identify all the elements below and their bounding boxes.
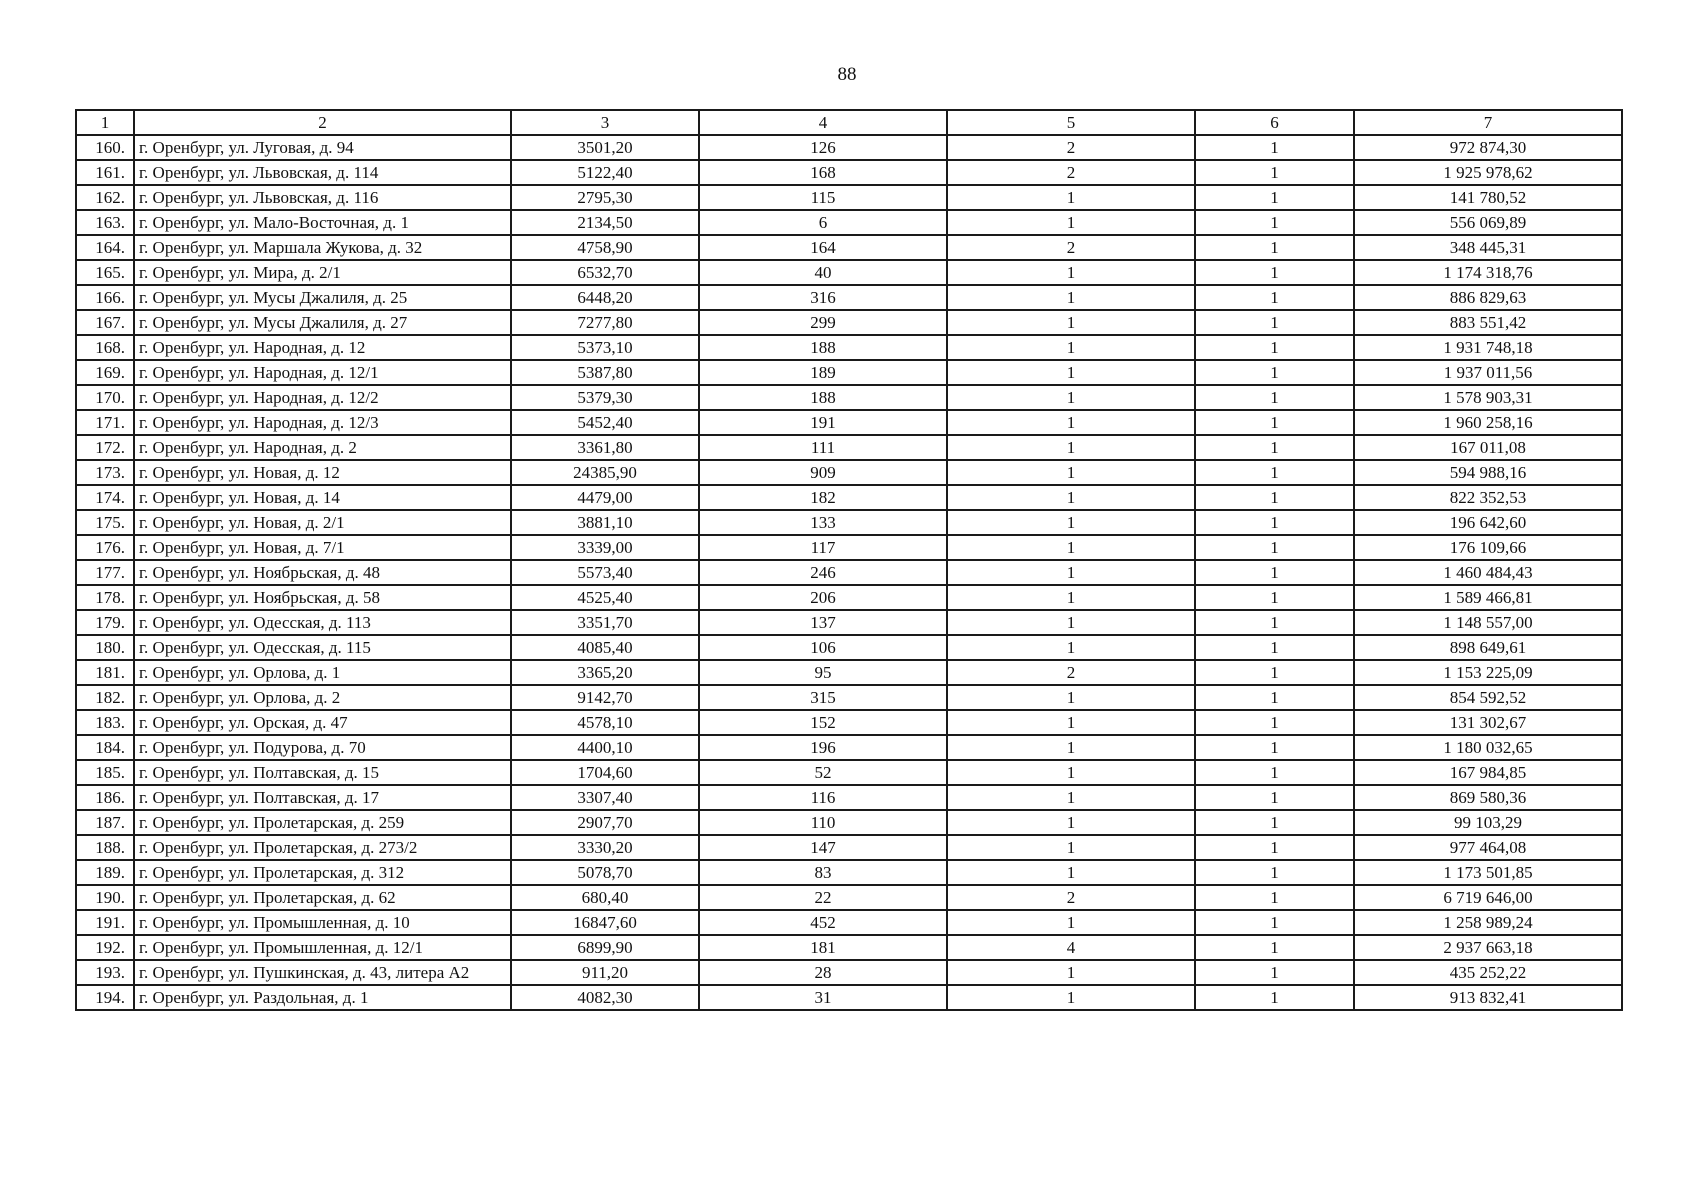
table-row [76,935,1622,960]
address-cell: г. Оренбург, ул. Орлова, д. 2 [134,685,511,710]
count-cell: 117 [699,535,947,560]
area-cell: 2134,50 [511,210,699,235]
address-cell: г. Оренбург, ул. Орская, д. 47 [134,710,511,735]
amount-cell: 556 069,89 [1354,210,1622,235]
table-row [76,260,1622,285]
amount-cell: 348 445,31 [1354,235,1622,260]
address-cell: г. Оренбург, ул. Ноябрьская, д. 58 [134,585,511,610]
table-row [76,235,1622,260]
row-number: 166. [76,285,134,310]
page-number: 88 [837,64,857,85]
table-body [76,135,1622,1010]
amount-cell: 131 302,67 [1354,710,1622,735]
table-row [76,385,1622,410]
address-cell: г. Оренбург, ул. Львовская, д. 116 [134,185,511,210]
count-cell: 196 [699,735,947,760]
address-cell: г. Оренбург, ул. Новая, д. 2/1 [134,510,511,535]
table-row [76,785,1622,810]
amount-cell: 972 874,30 [1354,135,1622,160]
housing-register-table [75,109,1623,1011]
amount-cell: 1 258 989,24 [1354,910,1622,935]
area-cell: 5373,10 [511,335,699,360]
count-cell: 181 [699,935,947,960]
value5-cell: 2 [947,235,1195,260]
value6-cell: 1 [1195,385,1354,410]
address-cell: г. Оренбург, ул. Новая, д. 14 [134,485,511,510]
value5-cell: 1 [947,410,1195,435]
value5-cell: 1 [947,810,1195,835]
address-cell: г. Оренбург, ул. Народная, д. 12/1 [134,360,511,385]
address-cell: г. Оренбург, ул. Одесская, д. 115 [134,635,511,660]
value6-cell: 1 [1195,960,1354,985]
value5-cell: 1 [947,560,1195,585]
row-number: 173. [76,460,134,485]
table-row [76,735,1622,760]
value6-cell: 1 [1195,910,1354,935]
row-number: 190. [76,885,134,910]
address-cell: г. Оренбург, ул. Полтавская, д. 17 [134,785,511,810]
address-cell: г. Оренбург, ул. Мира, д. 2/1 [134,260,511,285]
row-number: 167. [76,310,134,335]
value5-cell: 1 [947,785,1195,810]
table-row [76,410,1622,435]
value5-cell: 1 [947,510,1195,535]
count-cell: 115 [699,185,947,210]
address-cell: г. Оренбург, ул. Луговая, д. 94 [134,135,511,160]
value5-cell: 1 [947,435,1195,460]
area-cell: 3361,80 [511,435,699,460]
value5-cell: 1 [947,710,1195,735]
count-cell: 315 [699,685,947,710]
area-cell: 5078,70 [511,860,699,885]
table-row [76,960,1622,985]
column-header: 5 [947,110,1195,135]
value5-cell: 1 [947,960,1195,985]
address-cell: г. Оренбург, ул. Ноябрьская, д. 48 [134,560,511,585]
area-cell: 3307,40 [511,785,699,810]
column-header: 2 [134,110,511,135]
area-cell: 4578,10 [511,710,699,735]
value6-cell: 1 [1195,585,1354,610]
row-number: 172. [76,435,134,460]
value6-cell: 1 [1195,560,1354,585]
amount-cell: 913 832,41 [1354,985,1622,1010]
count-cell: 147 [699,835,947,860]
count-cell: 206 [699,585,947,610]
amount-cell: 1 174 318,76 [1354,260,1622,285]
address-cell: г. Оренбург, ул. Пролетарская, д. 62 [134,885,511,910]
row-number: 177. [76,560,134,585]
value6-cell: 1 [1195,835,1354,860]
row-number: 175. [76,510,134,535]
address-cell: г. Оренбург, ул. Подурова, д. 70 [134,735,511,760]
area-cell: 6532,70 [511,260,699,285]
area-cell: 7277,80 [511,310,699,335]
amount-cell: 886 829,63 [1354,285,1622,310]
value6-cell: 1 [1195,260,1354,285]
value5-cell: 1 [947,860,1195,885]
area-cell: 680,40 [511,885,699,910]
address-cell: г. Оренбург, ул. Маршала Жукова, д. 32 [134,235,511,260]
row-number: 194. [76,985,134,1010]
amount-cell: 1 153 225,09 [1354,660,1622,685]
value6-cell: 1 [1195,510,1354,535]
value6-cell: 1 [1195,285,1354,310]
row-number: 192. [76,935,134,960]
count-cell: 111 [699,435,947,460]
table-row [76,460,1622,485]
value5-cell: 2 [947,660,1195,685]
address-cell: г. Оренбург, ул. Львовская, д. 114 [134,160,511,185]
value6-cell: 1 [1195,785,1354,810]
table-row [76,560,1622,585]
amount-cell: 1 925 978,62 [1354,160,1622,185]
row-number: 169. [76,360,134,385]
area-cell: 1704,60 [511,760,699,785]
address-cell: г. Оренбург, ул. Новая, д. 12 [134,460,511,485]
value6-cell: 1 [1195,460,1354,485]
amount-cell: 1 173 501,85 [1354,860,1622,885]
count-cell: 83 [699,860,947,885]
value5-cell: 1 [947,285,1195,310]
address-cell: г. Оренбург, ул. Одесская, д. 113 [134,610,511,635]
row-number: 163. [76,210,134,235]
value6-cell: 1 [1195,210,1354,235]
count-cell: 116 [699,785,947,810]
table-row [76,760,1622,785]
area-cell: 3365,20 [511,660,699,685]
amount-cell: 196 642,60 [1354,510,1622,535]
amount-cell: 141 780,52 [1354,185,1622,210]
address-cell: г. Оренбург, ул. Мало-Восточная, д. 1 [134,210,511,235]
column-header: 3 [511,110,699,135]
address-cell: г. Оренбург, ул. Полтавская, д. 15 [134,760,511,785]
value6-cell: 1 [1195,685,1354,710]
address-cell: г. Оренбург, ул. Пушкинская, д. 43, литера А2 [134,960,511,985]
table-row [76,985,1622,1010]
amount-cell: 1 589 466,81 [1354,585,1622,610]
row-number: 187. [76,810,134,835]
value6-cell: 1 [1195,435,1354,460]
value6-cell: 1 [1195,135,1354,160]
value6-cell: 1 [1195,860,1354,885]
value5-cell: 1 [947,385,1195,410]
address-cell: г. Оренбург, ул. Народная, д. 12/3 [134,410,511,435]
amount-cell: 1 578 903,31 [1354,385,1622,410]
value5-cell: 1 [947,210,1195,235]
table-row [76,335,1622,360]
area-cell: 6899,90 [511,935,699,960]
value5-cell: 4 [947,935,1195,960]
value6-cell: 1 [1195,335,1354,360]
amount-cell: 1 937 011,56 [1354,360,1622,385]
table-row [76,310,1622,335]
value5-cell: 1 [947,910,1195,935]
amount-cell: 1 180 032,65 [1354,735,1622,760]
count-cell: 28 [699,960,947,985]
row-number: 162. [76,185,134,210]
address-cell: г. Оренбург, ул. Орлова, д. 1 [134,660,511,685]
amount-cell: 99 103,29 [1354,810,1622,835]
area-cell: 16847,60 [511,910,699,935]
value6-cell: 1 [1195,710,1354,735]
table-row [76,285,1622,310]
value5-cell: 1 [947,360,1195,385]
value6-cell: 1 [1195,760,1354,785]
table-row [76,535,1622,560]
value6-cell: 1 [1195,810,1354,835]
row-number: 178. [76,585,134,610]
address-cell: г. Оренбург, ул. Пролетарская, д. 312 [134,860,511,885]
address-cell: г. Оренбург, ул. Мусы Джалиля, д. 25 [134,285,511,310]
value5-cell: 1 [947,635,1195,660]
count-cell: 182 [699,485,947,510]
area-cell: 3339,00 [511,535,699,560]
row-number: 168. [76,335,134,360]
table-row [76,910,1622,935]
table-row [76,360,1622,385]
table-row [76,160,1622,185]
area-cell: 4479,00 [511,485,699,510]
count-cell: 137 [699,610,947,635]
value5-cell: 1 [947,985,1195,1010]
count-cell: 191 [699,410,947,435]
value6-cell: 1 [1195,485,1354,510]
amount-cell: 1 148 557,00 [1354,610,1622,635]
address-cell: г. Оренбург, ул. Промышленная, д. 10 [134,910,511,935]
count-cell: 189 [699,360,947,385]
value5-cell: 2 [947,885,1195,910]
table-row [76,635,1622,660]
address-cell: г. Оренбург, ул. Народная, д. 2 [134,435,511,460]
table-row [76,685,1622,710]
value5-cell: 1 [947,310,1195,335]
area-cell: 3330,20 [511,835,699,860]
area-cell: 5387,80 [511,360,699,385]
table-row [76,185,1622,210]
address-cell: г. Оренбург, ул. Народная, д. 12/2 [134,385,511,410]
count-cell: 188 [699,335,947,360]
table-row [76,885,1622,910]
value6-cell: 1 [1195,935,1354,960]
column-header: 6 [1195,110,1354,135]
column-header: 1 [76,110,134,135]
count-cell: 299 [699,310,947,335]
value6-cell: 1 [1195,235,1354,260]
value5-cell: 1 [947,460,1195,485]
area-cell: 4082,30 [511,985,699,1010]
area-cell: 3351,70 [511,610,699,635]
row-number: 185. [76,760,134,785]
table-row [76,210,1622,235]
address-cell: г. Оренбург, ул. Пролетарская, д. 273/2 [134,835,511,860]
value6-cell: 1 [1195,660,1354,685]
count-cell: 164 [699,235,947,260]
value6-cell: 1 [1195,610,1354,635]
value6-cell: 1 [1195,185,1354,210]
count-cell: 95 [699,660,947,685]
area-cell: 3501,20 [511,135,699,160]
count-cell: 133 [699,510,947,535]
amount-cell: 1 460 484,43 [1354,560,1622,585]
row-number: 164. [76,235,134,260]
value5-cell: 1 [947,335,1195,360]
count-cell: 110 [699,810,947,835]
value5-cell: 1 [947,610,1195,635]
column-header: 4 [699,110,947,135]
area-cell: 5452,40 [511,410,699,435]
area-cell: 4758,90 [511,235,699,260]
area-cell: 24385,90 [511,460,699,485]
amount-cell: 854 592,52 [1354,685,1622,710]
column-header: 7 [1354,110,1622,135]
value6-cell: 1 [1195,160,1354,185]
value6-cell: 1 [1195,635,1354,660]
area-cell: 4400,10 [511,735,699,760]
value6-cell: 1 [1195,535,1354,560]
amount-cell: 1 960 258,16 [1354,410,1622,435]
value5-cell: 1 [947,735,1195,760]
table-row [76,835,1622,860]
value6-cell: 1 [1195,360,1354,385]
address-cell: г. Оренбург, ул. Народная, д. 12 [134,335,511,360]
amount-cell: 869 580,36 [1354,785,1622,810]
count-cell: 152 [699,710,947,735]
row-number: 181. [76,660,134,685]
amount-cell: 6 719 646,00 [1354,885,1622,910]
row-number: 183. [76,710,134,735]
table-row [76,585,1622,610]
count-cell: 52 [699,760,947,785]
count-cell: 316 [699,285,947,310]
area-cell: 911,20 [511,960,699,985]
amount-cell: 898 649,61 [1354,635,1622,660]
header-row [76,110,1622,135]
table-row [76,660,1622,685]
amount-cell: 435 252,22 [1354,960,1622,985]
area-cell: 3881,10 [511,510,699,535]
count-cell: 246 [699,560,947,585]
area-cell: 5573,40 [511,560,699,585]
area-cell: 2795,30 [511,185,699,210]
row-number: 182. [76,685,134,710]
value6-cell: 1 [1195,310,1354,335]
value5-cell: 1 [947,535,1195,560]
count-cell: 909 [699,460,947,485]
amount-cell: 977 464,08 [1354,835,1622,860]
area-cell: 9142,70 [511,685,699,710]
table-row [76,135,1622,160]
count-cell: 126 [699,135,947,160]
value5-cell: 2 [947,160,1195,185]
row-number: 165. [76,260,134,285]
value6-cell: 1 [1195,410,1354,435]
row-number: 184. [76,735,134,760]
table-row [76,510,1622,535]
amount-cell: 883 551,42 [1354,310,1622,335]
amount-cell: 2 937 663,18 [1354,935,1622,960]
amount-cell: 1 931 748,18 [1354,335,1622,360]
area-cell: 4525,40 [511,585,699,610]
row-number: 186. [76,785,134,810]
count-cell: 40 [699,260,947,285]
count-cell: 31 [699,985,947,1010]
area-cell: 5379,30 [511,385,699,410]
row-number: 170. [76,385,134,410]
row-number: 191. [76,910,134,935]
count-cell: 22 [699,885,947,910]
area-cell: 5122,40 [511,160,699,185]
row-number: 160. [76,135,134,160]
row-number: 189. [76,860,134,885]
value5-cell: 1 [947,585,1195,610]
row-number: 179. [76,610,134,635]
table-row [76,810,1622,835]
address-cell: г. Оренбург, ул. Новая, д. 7/1 [134,535,511,560]
row-number: 174. [76,485,134,510]
count-cell: 452 [699,910,947,935]
address-cell: г. Оренбург, ул. Раздольная, д. 1 [134,985,511,1010]
area-cell: 4085,40 [511,635,699,660]
count-cell: 106 [699,635,947,660]
table-row [76,485,1622,510]
amount-cell: 594 988,16 [1354,460,1622,485]
value6-cell: 1 [1195,885,1354,910]
value5-cell: 1 [947,760,1195,785]
area-cell: 2907,70 [511,810,699,835]
address-cell: г. Оренбург, ул. Промышленная, д. 12/1 [134,935,511,960]
value5-cell: 1 [947,835,1195,860]
row-number: 193. [76,960,134,985]
table-row [76,435,1622,460]
value5-cell: 1 [947,685,1195,710]
address-cell: г. Оренбург, ул. Мусы Джалиля, д. 27 [134,310,511,335]
address-cell: г. Оренбург, ул. Пролетарская, д. 259 [134,810,511,835]
value6-cell: 1 [1195,985,1354,1010]
row-number: 188. [76,835,134,860]
amount-cell: 167 011,08 [1354,435,1622,460]
value5-cell: 1 [947,185,1195,210]
row-number: 171. [76,410,134,435]
row-number: 161. [76,160,134,185]
amount-cell: 167 984,85 [1354,760,1622,785]
value5-cell: 2 [947,135,1195,160]
value6-cell: 1 [1195,735,1354,760]
amount-cell: 822 352,53 [1354,485,1622,510]
row-number: 176. [76,535,134,560]
row-number: 180. [76,635,134,660]
value5-cell: 1 [947,485,1195,510]
count-cell: 168 [699,160,947,185]
value5-cell: 1 [947,260,1195,285]
count-cell: 188 [699,385,947,410]
table-row [76,860,1622,885]
table-row [76,710,1622,735]
amount-cell: 176 109,66 [1354,535,1622,560]
area-cell: 6448,20 [511,285,699,310]
table-row [76,610,1622,635]
count-cell: 6 [699,210,947,235]
